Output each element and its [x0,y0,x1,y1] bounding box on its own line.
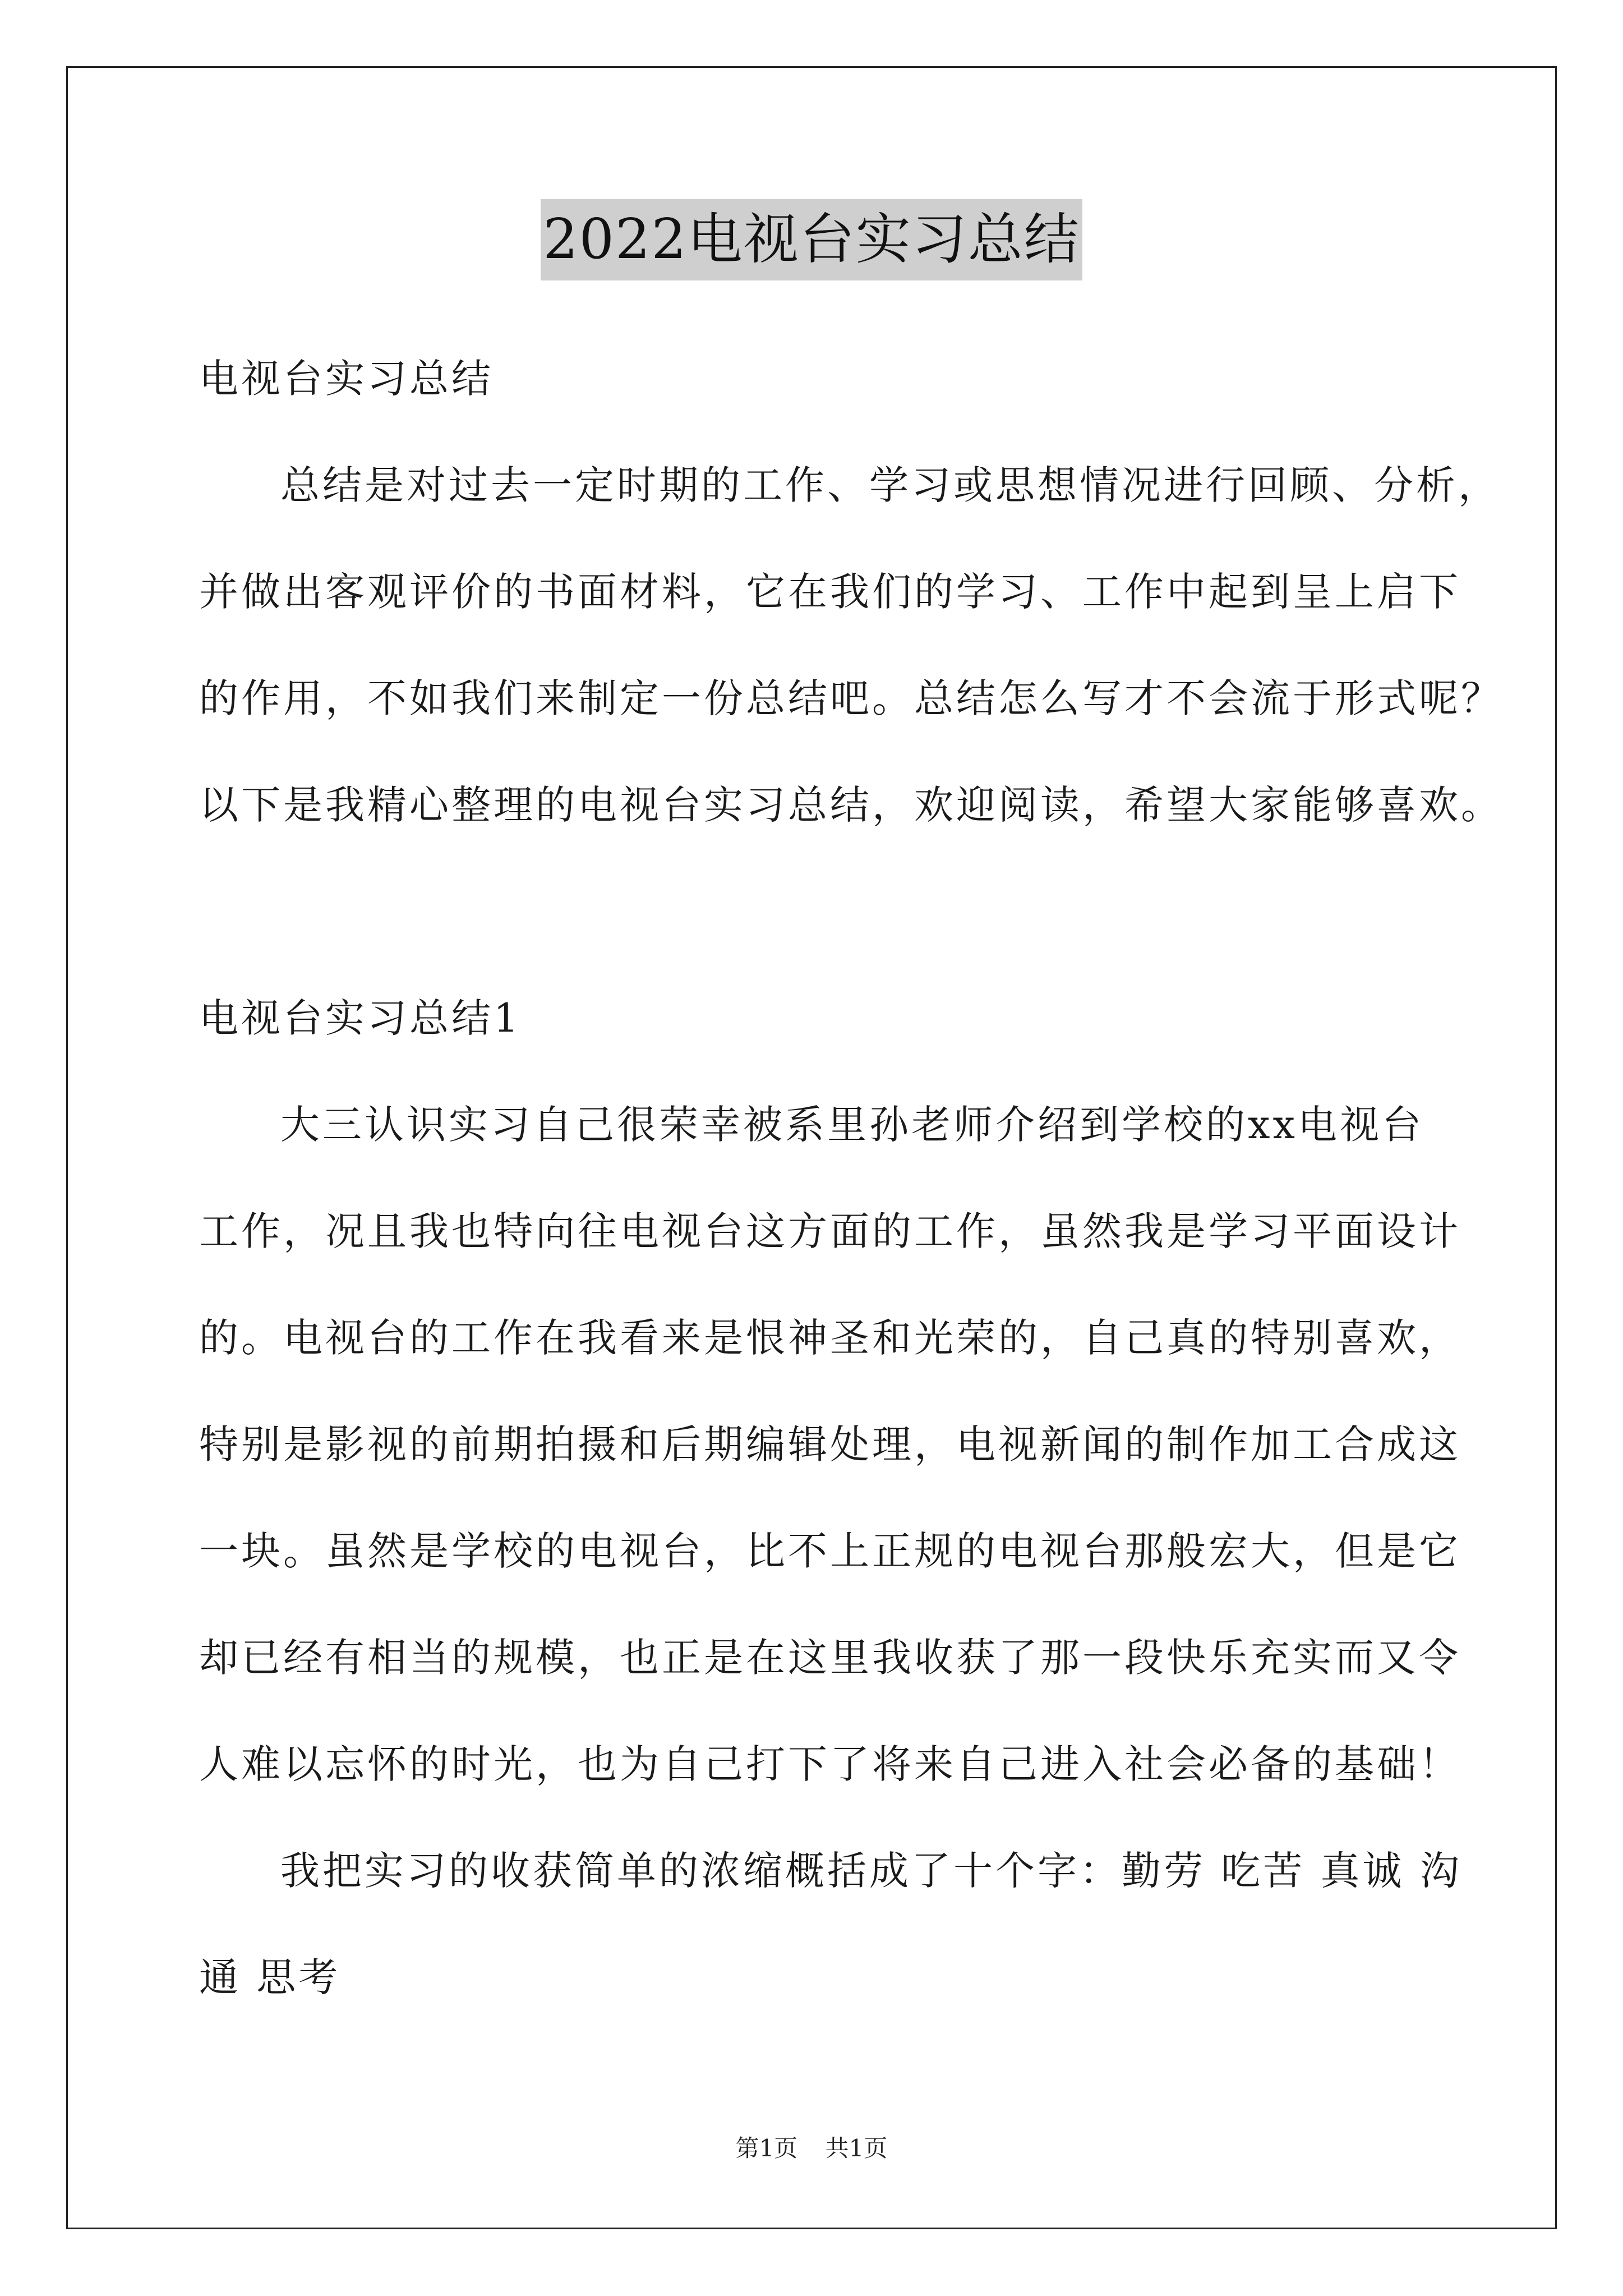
page-footer [0,2132,1623,2165]
para1-line-2: 工作，况且我也特向往电视台这方面的工作，虽然我是学习平面设计 [199,1208,1461,1254]
page-total: 共1页 [825,2134,888,2162]
intro-line-2: 并做出客观评价的书面材料，它在我们的学习、工作中起到呈上启下 [199,569,1461,615]
para1-line-5: 一块。虽然是学校的电视台，比不上正规的电视台那般宏大，但是它 [199,1528,1461,1574]
intro-line-3: 的作用，不如我们来制定一份总结吧。总结怎么写才不会流于形式呢？ [199,675,1503,721]
para1-line-6: 却已经有相当的规模，也正是在这里我收获了那一段快乐充实而又令 [199,1635,1461,1681]
para2-line-1: 我把实习的收获简单的浓缩概括成了十个字：勤劳 吃苦 真诚 沟 [280,1848,1462,1894]
para2-line-2: 通 思考 [199,1954,341,2000]
section-heading: 电视台实习总结1 [199,995,522,1041]
para1-line-7: 人难以忘怀的时光，也为自己打下了将来自己进入社会必备的基础！ [199,1741,1461,1787]
para1-line-1: 大三认识实习自己很荣幸被系里孙老师介绍到学校的xx电视台 [280,1102,1424,1148]
intro-line-4: 以下是我精心整理的电视台实习总结，欢迎阅读，希望大家能够喜欢。 [199,782,1503,828]
document-title: 2022电视台实习总结 [541,199,1082,280]
title-block [0,199,1623,280]
para1-line-3: 的。电视台的工作在我看来是恨神圣和光荣的，自己真的特别喜欢， [199,1315,1461,1361]
subtitle: 电视台实习总结 [199,356,494,402]
intro-line-1: 总结是对过去一定时期的工作、学习或思想情况进行回顾、分析， [280,462,1500,508]
page-number: 第1页 [735,2134,798,2162]
para1-line-4: 特别是影视的前期拍摄和后期编辑处理，电视新闻的制作加工合成这 [199,1421,1461,1467]
